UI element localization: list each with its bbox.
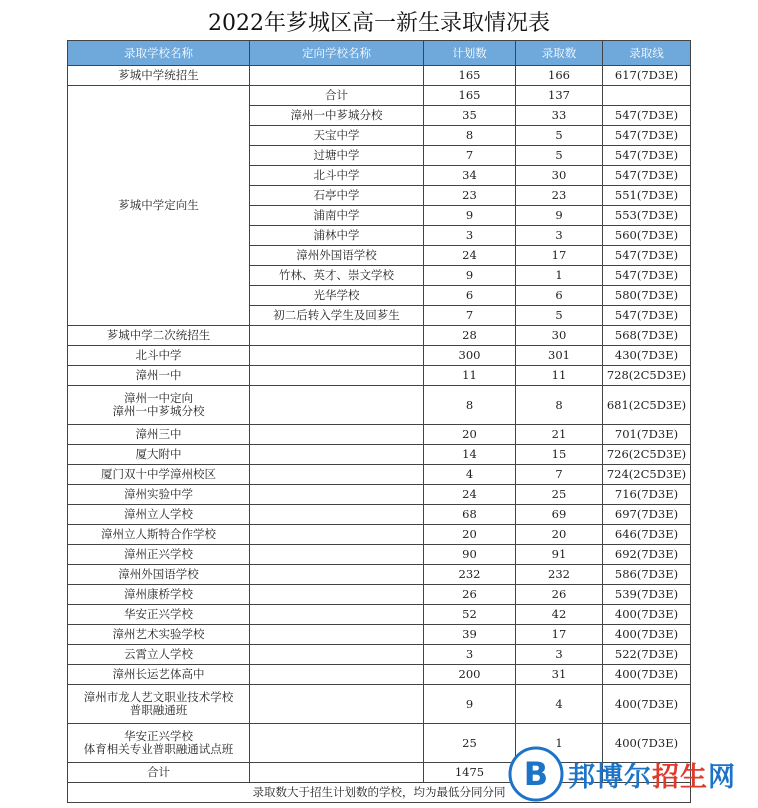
plan-count-cell: 8	[424, 126, 516, 146]
admission-line-cell: 560(7D3E)	[603, 226, 691, 246]
directed-school-cell: 天宝中学	[250, 126, 424, 146]
plan-count-cell: 165	[424, 66, 516, 86]
directed-school-cell	[250, 685, 424, 724]
plan-count-cell: 9	[424, 685, 516, 724]
table-row	[68, 505, 691, 525]
admission-line-cell: 580(7D3E)	[603, 286, 691, 306]
admitted-count-cell: 6	[516, 286, 603, 306]
directed-school-cell	[250, 465, 424, 485]
school-name-cell	[68, 685, 250, 724]
school-name-line-2: 普职融通班	[129, 703, 188, 717]
directed-school-cell	[250, 585, 424, 605]
school-name-line: 漳州外国语学校	[118, 567, 199, 581]
admission-line-cell: 681(2C5D3E)	[603, 386, 691, 425]
school-name-line: 芗城中学统招生	[118, 68, 199, 82]
header-directed: 定向学校名称	[250, 41, 424, 66]
school-name-line: 漳州立人学校	[124, 507, 193, 521]
admitted-count-cell: 7	[516, 465, 603, 485]
school-name-cell	[68, 565, 250, 585]
total-directed-cell	[250, 763, 424, 783]
admission-line-cell: 400(7D3E)	[603, 724, 691, 763]
admitted-count-cell: 9	[516, 206, 603, 226]
table-row	[68, 386, 691, 425]
directed-school-cell	[250, 386, 424, 425]
directed-school-cell: 光华学校	[250, 286, 424, 306]
watermark-logo	[508, 742, 758, 806]
plan-count-cell: 90	[424, 545, 516, 565]
header-line: 录取线	[603, 41, 691, 66]
plan-count-cell: 3	[424, 645, 516, 665]
plan-count-cell: 7	[424, 306, 516, 326]
admitted-count-cell: 11	[516, 366, 603, 386]
directed-school-cell	[250, 425, 424, 445]
school-name-cell	[68, 445, 250, 465]
directed-school-cell: 石亭中学	[250, 186, 424, 206]
plan-count-cell: 52	[424, 605, 516, 625]
admitted-count-cell: 8	[516, 386, 603, 425]
directed-school-cell: 北斗中学	[250, 166, 424, 186]
admission-line-cell: 728(2C5D3E)	[603, 366, 691, 386]
plan-count-cell: 14	[424, 445, 516, 465]
admitted-count-cell: 23	[516, 186, 603, 206]
admission-line-cell: 551(7D3E)	[603, 186, 691, 206]
directed-school-cell	[250, 346, 424, 366]
admitted-count-cell: 33	[516, 106, 603, 126]
plan-count-cell: 8	[424, 386, 516, 425]
admission-line-cell: 701(7D3E)	[603, 425, 691, 445]
directed-school-cell: 合计	[250, 86, 424, 106]
directed-school-cell: 竹林、英才、崇文学校	[250, 266, 424, 286]
plan-count-cell: 6	[424, 286, 516, 306]
admission-line-cell: 692(7D3E)	[603, 545, 691, 565]
admission-line-cell: 547(7D3E)	[603, 266, 691, 286]
plan-count-cell: 35	[424, 106, 516, 126]
school-name-line: 北斗中学	[135, 348, 182, 362]
school-name-cell	[68, 525, 250, 545]
admitted-count-cell: 5	[516, 146, 603, 166]
table-row	[68, 445, 691, 465]
admitted-count-cell: 15	[516, 445, 603, 465]
plan-count-cell: 11	[424, 366, 516, 386]
table-row	[68, 66, 691, 86]
admission-line-cell: 400(7D3E)	[603, 625, 691, 645]
school-name-line: 云霄立人学校	[124, 647, 193, 661]
school-name-line: 漳州立人斯特合作学校	[101, 527, 216, 541]
school-name-cell	[68, 724, 250, 763]
plan-count-cell: 68	[424, 505, 516, 525]
admitted-count-cell: 3	[516, 226, 603, 246]
school-name-cell	[68, 665, 250, 685]
admission-line-cell: 547(7D3E)	[603, 306, 691, 326]
total-label: 合计	[68, 763, 250, 783]
plan-count-cell: 200	[424, 665, 516, 685]
table-row	[68, 605, 691, 625]
table-row	[68, 685, 691, 724]
table-row	[68, 366, 691, 386]
school-name-line: 漳州一中	[135, 368, 182, 382]
directed-school-cell	[250, 485, 424, 505]
header-school: 录取学校名称	[68, 41, 250, 66]
directed-school-cell	[250, 505, 424, 525]
school-name-cell	[68, 485, 250, 505]
header-admitted: 录取数	[516, 41, 603, 66]
admitted-count-cell: 17	[516, 246, 603, 266]
directed-school-cell	[250, 326, 424, 346]
admitted-count-cell: 301	[516, 346, 603, 366]
directed-school-cell	[250, 366, 424, 386]
school-name-line: 漳州一中定向	[124, 391, 193, 405]
admitted-count-cell: 42	[516, 605, 603, 625]
table-row	[68, 625, 691, 645]
admitted-count-cell: 91	[516, 545, 603, 565]
admitted-count-cell: 5	[516, 306, 603, 326]
plan-count-cell: 26	[424, 585, 516, 605]
table-row	[68, 326, 691, 346]
plan-count-cell: 34	[424, 166, 516, 186]
table-row	[68, 485, 691, 505]
school-name-line: 漳州长运艺体高中	[112, 667, 205, 681]
school-name-cell	[68, 386, 250, 425]
school-name-line-2: 体育相关专业普职融通试点班	[83, 742, 234, 756]
school-name-line: 厦大附中	[135, 447, 182, 461]
admission-line-cell: 617(7D3E)	[603, 66, 691, 86]
admitted-count-cell: 26	[516, 585, 603, 605]
admission-line-cell: 553(7D3E)	[603, 206, 691, 226]
directed-school-cell	[250, 645, 424, 665]
directed-school-cell: 初二后转入学生及回芗生	[250, 306, 424, 326]
school-name-line: 漳州康桥学校	[124, 587, 193, 601]
admission-table	[67, 40, 691, 803]
admission-line-cell: 400(7D3E)	[603, 605, 691, 625]
admission-line-cell: 568(7D3E)	[603, 326, 691, 346]
admitted-count-cell: 1	[516, 266, 603, 286]
svg-text:B: B	[523, 755, 549, 793]
table-row	[68, 86, 691, 106]
plan-count-cell: 9	[424, 266, 516, 286]
school-name-cell	[68, 545, 250, 565]
directed-school-cell	[250, 445, 424, 465]
admitted-count-cell: 5	[516, 126, 603, 146]
school-name-cell	[68, 605, 250, 625]
admission-line-cell: 400(7D3E)	[603, 685, 691, 724]
header-row	[68, 41, 691, 66]
plan-count-cell: 25	[424, 724, 516, 763]
school-name-line: 芗城中学二次统招生	[106, 328, 211, 342]
admission-line-cell: 697(7D3E)	[603, 505, 691, 525]
plan-count-cell: 39	[424, 625, 516, 645]
note-text: 录取数大于招生计划数的学校，均为最低分同分同	[68, 783, 691, 803]
school-name-cell	[68, 585, 250, 605]
school-name-line-2: 漳州一中芗城分校	[112, 404, 205, 418]
plan-count-cell: 9	[424, 206, 516, 226]
directed-school-cell	[250, 665, 424, 685]
table-row	[68, 525, 691, 545]
admission-line-cell: 400(7D3E)	[603, 665, 691, 685]
school-name-line: 漳州正兴学校	[124, 547, 193, 561]
total-plan: 1475	[424, 763, 516, 783]
admission-line-cell: 724(2C5D3E)	[603, 465, 691, 485]
admitted-count-cell: 1	[516, 724, 603, 763]
school-name-line: 厦门双十中学漳州校区	[101, 467, 216, 481]
plan-count-cell: 24	[424, 246, 516, 266]
admission-line-cell: 646(7D3E)	[603, 525, 691, 545]
plan-count-cell: 300	[424, 346, 516, 366]
admission-line-cell: 522(7D3E)	[603, 645, 691, 665]
admission-line-cell: 716(7D3E)	[603, 485, 691, 505]
admission-line-cell: 547(7D3E)	[603, 106, 691, 126]
directed-school-cell	[250, 625, 424, 645]
watermark-text: 邦博尔招生网	[568, 761, 736, 793]
directed-school-cell: 浦南中学	[250, 206, 424, 226]
table-row	[68, 565, 691, 585]
admitted-count-cell: 17	[516, 625, 603, 645]
school-name-line: 漳州市龙人艺文职业技术学校	[83, 690, 234, 704]
admission-line-cell: 547(7D3E)	[603, 126, 691, 146]
plan-count-cell: 7	[424, 146, 516, 166]
admitted-count-cell: 69	[516, 505, 603, 525]
school-name-line: 漳州实验中学	[124, 487, 193, 501]
directed-school-cell: 漳州外国语学校	[250, 246, 424, 266]
table-row	[68, 645, 691, 665]
school-name-cell	[68, 66, 250, 86]
admitted-count-cell: 30	[516, 166, 603, 186]
table-row	[68, 585, 691, 605]
plan-count-cell: 24	[424, 485, 516, 505]
plan-count-cell: 23	[424, 186, 516, 206]
admission-line-cell: 547(7D3E)	[603, 146, 691, 166]
school-name-line: 漳州三中	[135, 427, 182, 441]
directed-school-cell	[250, 724, 424, 763]
table-row	[68, 465, 691, 485]
admitted-count-cell: 232	[516, 565, 603, 585]
admitted-count-cell: 21	[516, 425, 603, 445]
admitted-count-cell: 137	[516, 86, 603, 106]
admitted-count-cell: 3	[516, 645, 603, 665]
table-row	[68, 545, 691, 565]
school-name-cell	[68, 625, 250, 645]
table-row	[68, 665, 691, 685]
admission-line-cell: 547(7D3E)	[603, 166, 691, 186]
admitted-count-cell: 20	[516, 525, 603, 545]
school-name-cell	[68, 465, 250, 485]
admitted-count-cell: 25	[516, 485, 603, 505]
school-name-line: 漳州艺术实验学校	[112, 627, 205, 641]
plan-count-cell: 20	[424, 525, 516, 545]
admitted-count-cell: 166	[516, 66, 603, 86]
directed-school-cell: 漳州一中芗城分校	[250, 106, 424, 126]
header-plan: 计划数	[424, 41, 516, 66]
school-name-cell	[68, 505, 250, 525]
admission-line-cell: 547(7D3E)	[603, 246, 691, 266]
page-title: 2022年芗城区高一新生录取情况表	[208, 11, 550, 36]
admission-line-cell: 726(2C5D3E)	[603, 445, 691, 465]
directed-school-cell: 过塘中学	[250, 146, 424, 166]
table-row	[68, 425, 691, 445]
admitted-count-cell: 31	[516, 665, 603, 685]
plan-count-cell: 28	[424, 326, 516, 346]
directed-school-cell	[250, 565, 424, 585]
school-name-line: 华安正兴学校	[124, 729, 193, 743]
school-name-cell: 芗城中学定向生	[68, 86, 250, 326]
directed-school-cell: 浦林中学	[250, 226, 424, 246]
admission-line-cell: 430(7D3E)	[603, 346, 691, 366]
admission-line-cell: 586(7D3E)	[603, 565, 691, 585]
school-name-cell	[68, 645, 250, 665]
plan-count-cell: 20	[424, 425, 516, 445]
plan-count-cell: 4	[424, 465, 516, 485]
school-name-cell	[68, 326, 250, 346]
plan-count-cell: 165	[424, 86, 516, 106]
directed-school-cell	[250, 66, 424, 86]
admission-line-cell: 539(7D3E)	[603, 585, 691, 605]
admission-line-cell	[603, 86, 691, 106]
school-name-cell	[68, 346, 250, 366]
directed-school-cell	[250, 525, 424, 545]
plan-count-cell: 3	[424, 226, 516, 246]
school-name-cell	[68, 366, 250, 386]
admitted-count-cell: 4	[516, 685, 603, 724]
directed-school-cell	[250, 545, 424, 565]
school-name-line: 华安正兴学校	[124, 607, 193, 621]
admitted-count-cell: 30	[516, 326, 603, 346]
directed-school-cell	[250, 605, 424, 625]
table-row	[68, 346, 691, 366]
b-logo-icon	[508, 746, 564, 802]
school-name-cell	[68, 425, 250, 445]
plan-count-cell: 232	[424, 565, 516, 585]
